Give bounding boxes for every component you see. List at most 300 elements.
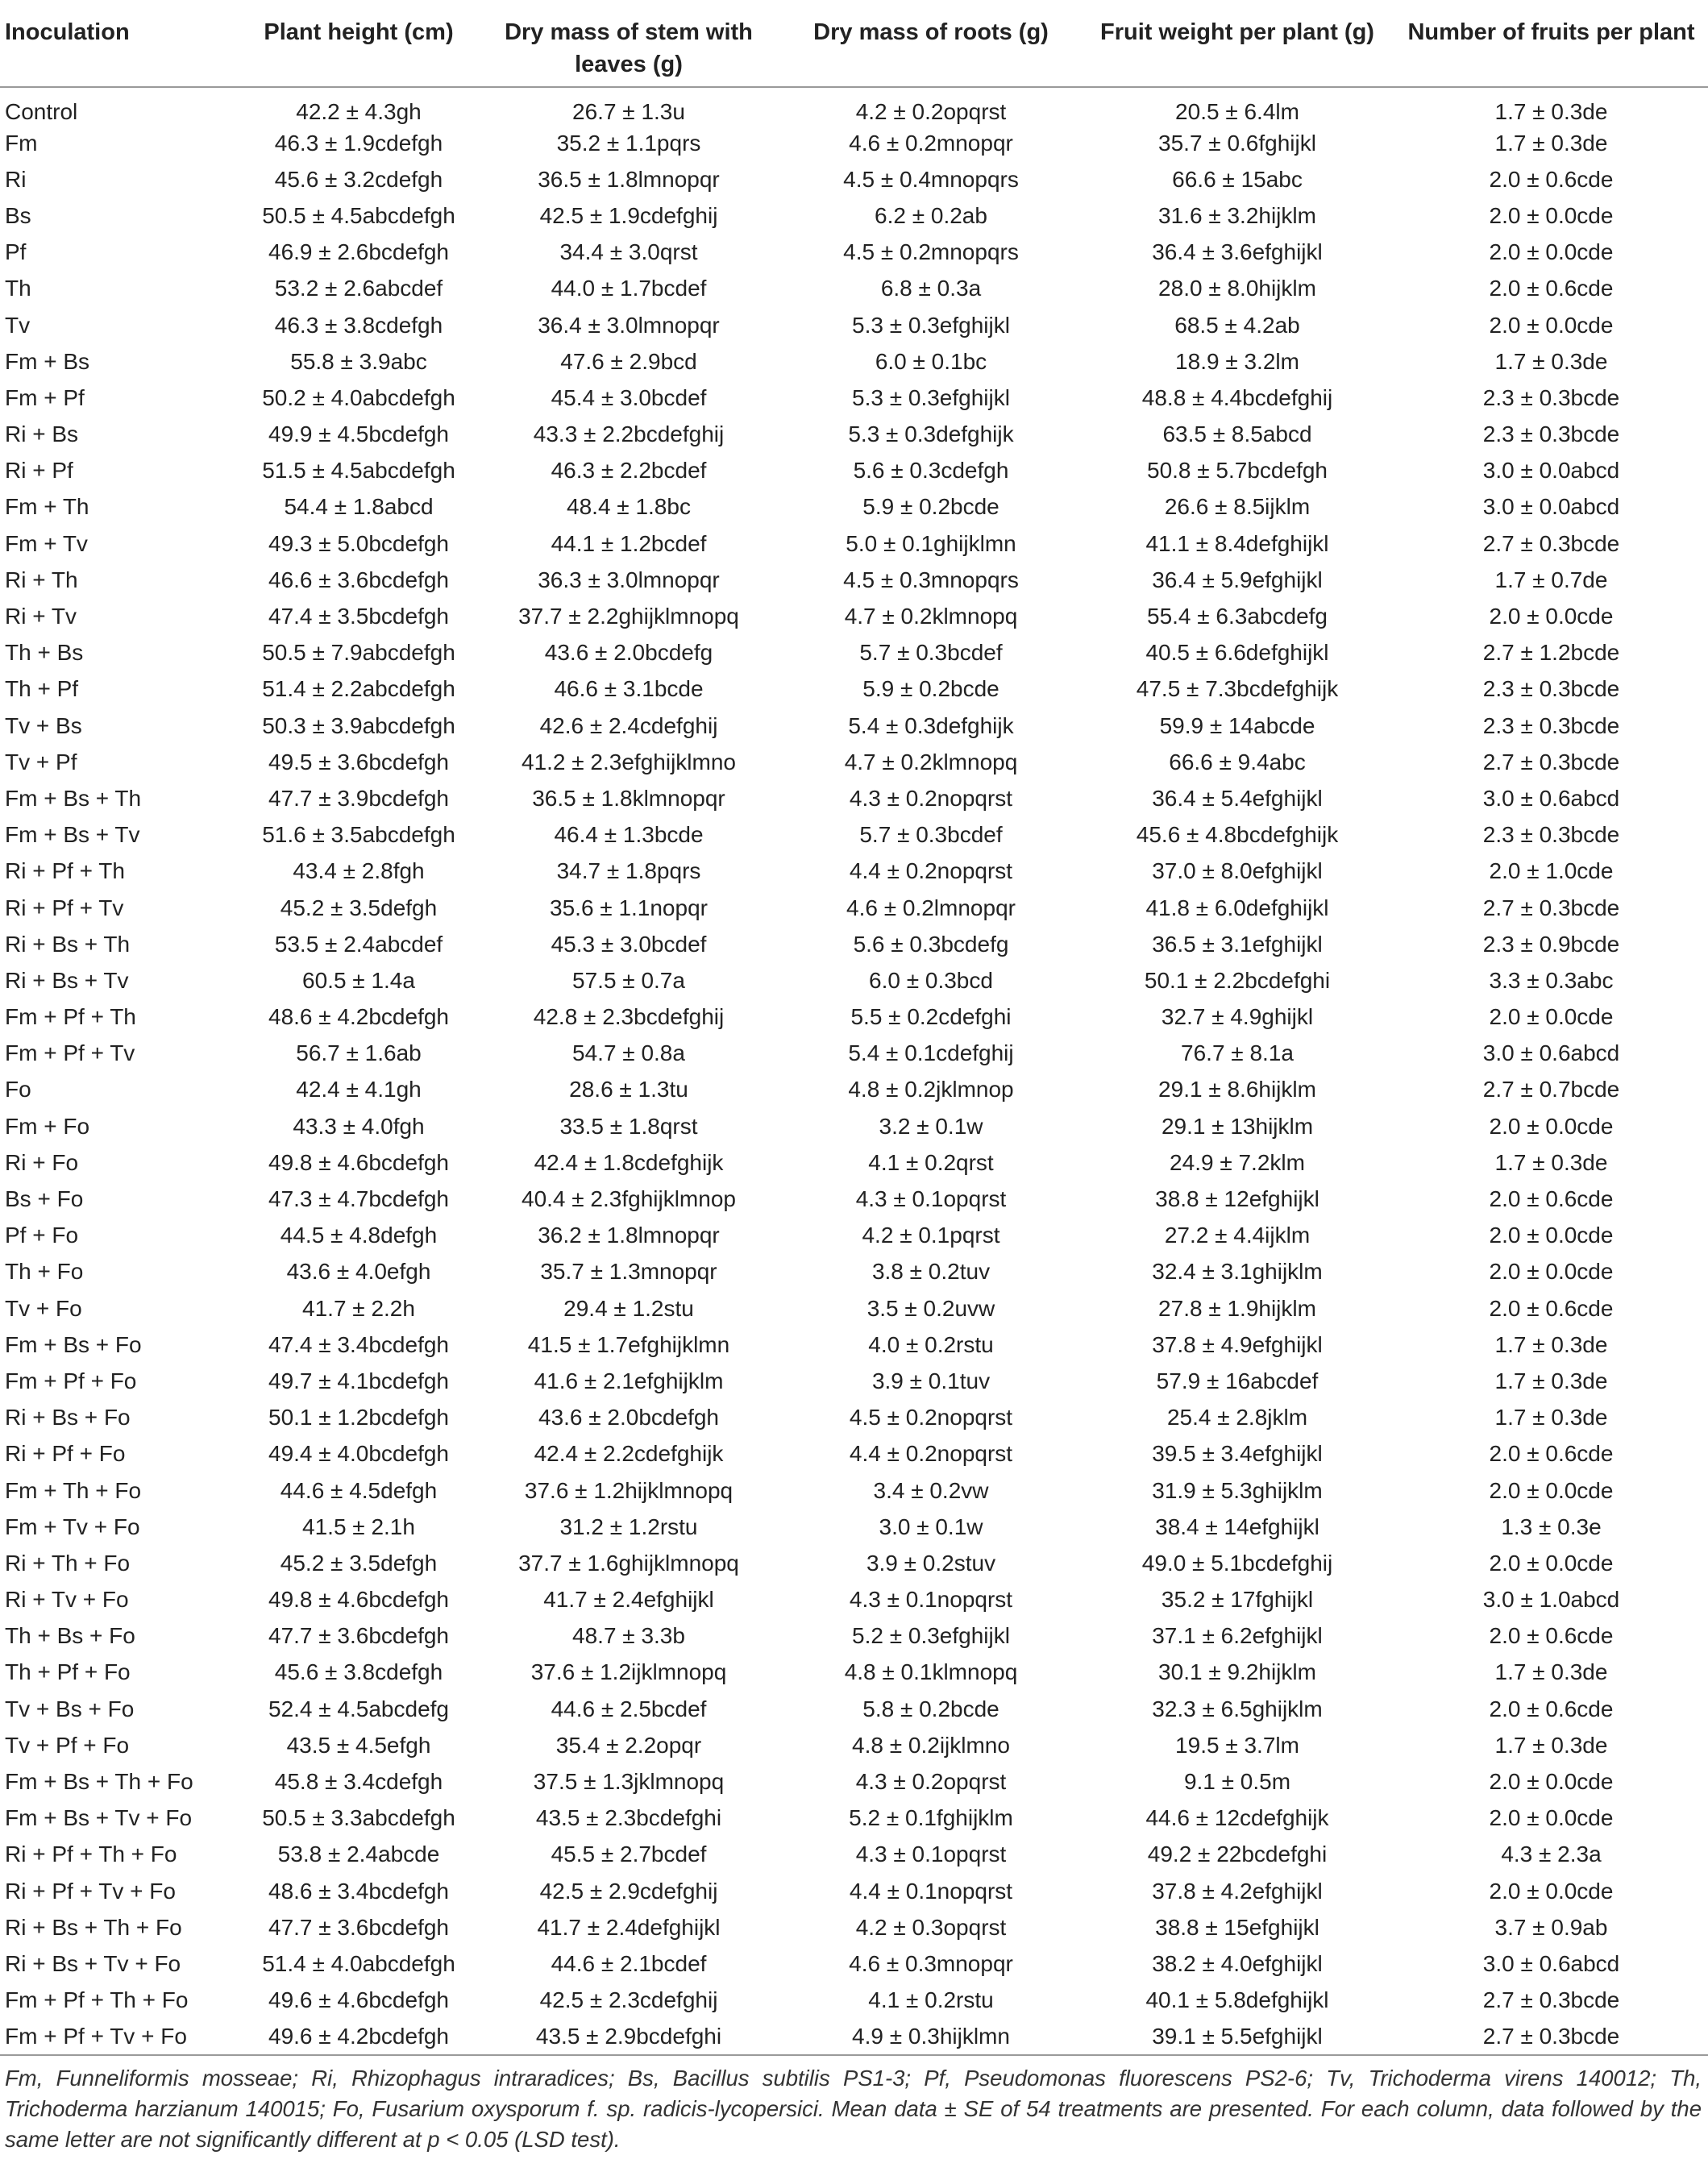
stem-dry-mass-cell: 45.4 ± 3.0bcdef <box>551 384 707 410</box>
table-row <box>0 417 1708 453</box>
plant-height-cell: 49.8 ± 4.6bcdefgh <box>268 1149 449 1175</box>
inoculation-cell: Pf + Fo <box>5 1223 79 1248</box>
table-row <box>0 125 1708 161</box>
inoculation-cell: Tv <box>5 312 31 338</box>
table-row <box>0 161 1708 197</box>
table-row <box>0 1108 1708 1144</box>
root-dry-mass-cell: 4.8 ± 0.2ijklmno <box>852 1732 1010 1758</box>
table-row <box>0 1727 1708 1763</box>
root-dry-mass-cell: 5.7 ± 0.3bcdef <box>859 822 1003 848</box>
fruit-count-cell: 3.0 ± 0.6abcd <box>1482 785 1620 811</box>
fruit-weight-cell: 37.8 ± 4.2efghijkl <box>1152 1878 1323 1904</box>
plant-height-cell: 49.4 ± 4.0bcdefgh <box>268 1441 449 1467</box>
inoculation-cell: Fm + Bs + Tv + Fo <box>5 1805 193 1831</box>
plant-height-cell: 51.4 ± 2.2abcdefgh <box>262 676 455 702</box>
fruit-weight-cell: 59.9 ± 14abcde <box>1159 712 1315 738</box>
inoculation-cell: Ri + Bs + Th + Fo <box>5 1914 182 1940</box>
fruit-count-cell: 2.7 ± 0.3bcde <box>1394 2019 1708 2055</box>
fruit-count-cell: 2.0 ± 0.0cde <box>1489 239 1614 265</box>
fruit-count-cell: 2.3 ± 0.3bcde <box>1482 712 1620 738</box>
fruit-weight-cell: 37.0 ± 8.0efghijkl <box>1152 858 1323 884</box>
inoculation-cell: Ri + Fo <box>5 1149 79 1175</box>
stem-dry-mass-cell: 46.4 ± 1.3bcde <box>554 822 704 848</box>
stem-dry-mass-cell: 43.6 ± 2.0bcdefgh <box>538 1405 719 1430</box>
table-row <box>0 744 1708 780</box>
fruit-weight-cell: 19.5 ± 3.7lm <box>1175 1732 1299 1758</box>
inoculation-cell: Pf <box>5 239 27 265</box>
fruit-count-cell: 2.0 ± 0.6cde <box>1489 1623 1614 1649</box>
fruit-weight-cell: 38.4 ± 14efghijkl <box>1155 1514 1319 1539</box>
fruit-count-cell: 2.0 ± 0.6cde <box>1489 1696 1614 1721</box>
plant-height-cell: 54.4 ± 1.8abcd <box>284 494 434 520</box>
root-dry-mass-cell: 4.1 ± 0.2qrst <box>868 1149 994 1175</box>
table-row <box>0 1254 1708 1290</box>
table-footnote: Fm, Funneliformis mosseae; Ri, Rhizophagus intraradices; Bs, Bacillus subtilis PS1-3; Pf, Pseudomonas fluorescens PS2-6; Tv, Trichoderma virens 140012; Th, Trichoderma harzianum 140015; Fo, Fusarium oxysporum f. sp. radicis-lycopersici. Mean data ± SE of 54 treatments are presented. For each column, data followed by the same letter are not significantly different at p < 0.05 (LSD test). <box>5 2066 1702 2152</box>
table-row <box>0 999 1708 1036</box>
header-row <box>0 0 1708 87</box>
plant-height-cell: 56.7 ± 1.6ab <box>296 1040 422 1066</box>
fruit-count-cell: 3.3 ± 0.3abc <box>1489 967 1614 993</box>
fruit-count-cell: 2.3 ± 0.3bcde <box>1482 676 1620 702</box>
stem-dry-mass-cell: 45.3 ± 3.0bcdef <box>551 931 707 957</box>
root-dry-mass-cell: 4.5 ± 0.2nopqrst <box>849 1405 1013 1430</box>
table-row <box>0 1472 1708 1509</box>
stem-dry-mass-cell: 48.7 ± 3.3b <box>572 1623 685 1649</box>
table-row <box>0 1545 1708 1581</box>
inoculation-cell: Ri + Bs + Tv <box>5 967 129 993</box>
fruit-weight-cell: 36.4 ± 3.6efghijkl <box>1152 239 1323 265</box>
stem-dry-mass-cell: 36.4 ± 3.0lmnopqr <box>538 312 720 338</box>
fruit-weight-cell: 55.4 ± 6.3abcdefg <box>1147 604 1328 629</box>
fruit-weight-cell: 18.9 ± 3.2lm <box>1175 348 1299 374</box>
stem-dry-mass-cell: 43.3 ± 2.2bcdefghij <box>533 421 725 447</box>
fruit-count-cell: 3.0 ± 0.0abcd <box>1482 458 1620 484</box>
stem-dry-mass-cell: 42.5 ± 2.3cdefghij <box>539 1987 718 2013</box>
plant-height-cell: 49.9 ± 4.5bcdefgh <box>268 421 449 447</box>
root-dry-mass-cell: 4.5 ± 0.2mnopqrs <box>843 239 1019 265</box>
plant-height-cell: 49.6 ± 4.6bcdefgh <box>268 1987 449 2013</box>
inoculation-cell: Ri + Pf + Th + Fo <box>5 1842 177 1867</box>
stem-dry-mass-cell: 36.2 ± 1.8lmnopqr <box>538 1223 720 1248</box>
stem-dry-mass-cell: 41.7 ± 2.4defghijkl <box>537 1914 721 1940</box>
root-dry-mass-cell: 4.8 ± 0.1klmnopq <box>844 1659 1018 1685</box>
root-dry-mass-cell: 5.5 ± 0.2cdefghi <box>850 1004 1012 1030</box>
fruit-count-cell: 3.7 ± 0.9ab <box>1494 1914 1608 1940</box>
plant-height-cell: 44.5 ± 4.8defgh <box>280 1223 438 1248</box>
fruit-weight-cell: 32.3 ± 6.5ghijklm <box>1152 1696 1323 1721</box>
fruit-weight-cell: 26.6 ± 8.5ijklm <box>1164 494 1311 520</box>
table-body <box>0 87 1708 2055</box>
plant-height-cell: 48.6 ± 4.2bcdefgh <box>268 1004 449 1030</box>
plant-height-cell: 43.6 ± 4.0efgh <box>286 1259 431 1285</box>
fruit-count-cell: 2.0 ± 0.0cde <box>1489 1550 1614 1576</box>
fruit-weight-cell: 35.7 ± 0.6fghijkl <box>1158 130 1316 156</box>
fruit-weight-cell: 63.5 ± 8.5abcd <box>1162 421 1312 447</box>
inoculation-cell: Ri + Bs + Th <box>5 931 131 957</box>
inoculation-cell: Ri + Pf + Tv <box>5 895 124 920</box>
root-dry-mass-cell: 5.9 ± 0.2bcde <box>862 494 999 520</box>
fruit-count-cell: 1.7 ± 0.3de <box>1494 1732 1608 1758</box>
fruit-weight-cell: 20.5 ± 6.4lm <box>1175 99 1299 124</box>
fruit-count-cell: 2.7 ± 0.3bcde <box>1482 895 1620 920</box>
plant-height-cell: 43.5 ± 4.5efgh <box>286 1732 431 1758</box>
fruit-weight-cell: 40.1 ± 5.8defghijkl <box>1145 1987 1329 2013</box>
stem-dry-mass-cell: 41.6 ± 2.1efghijklm <box>534 1368 724 1393</box>
table-row <box>0 780 1708 816</box>
plant-height-cell: 44.6 ± 4.5defgh <box>280 1477 438 1503</box>
table-row <box>0 853 1708 890</box>
plant-height-cell: 50.5 ± 4.5abcdefgh <box>262 202 455 228</box>
inoculation-cell: Fm + Pf + Th <box>5 1004 136 1030</box>
stem-dry-mass-cell: 54.7 ± 0.8a <box>572 1040 685 1066</box>
stem-dry-mass-cell: 42.8 ± 2.3bcdefghij <box>533 1004 725 1030</box>
table-row <box>0 87 1708 125</box>
fruit-count-cell: 1.7 ± 0.3de <box>1494 1149 1608 1175</box>
table-row <box>0 598 1708 634</box>
inoculation-cell: Fm + Pf + Th + Fo <box>5 1987 189 2013</box>
fruit-weight-cell: 24.9 ± 7.2klm <box>1170 1149 1305 1175</box>
stem-dry-mass-cell: 42.4 ± 1.8cdefghijk <box>534 1149 724 1175</box>
root-dry-mass-cell: 5.3 ± 0.3efghijkl <box>852 312 1010 338</box>
inoculation-cell: Th <box>5 276 31 301</box>
plant-height-cell: 45.2 ± 3.5defgh <box>280 1550 438 1576</box>
fruit-weight-cell: 41.1 ± 8.4defghijkl <box>1145 530 1329 556</box>
fruit-weight-cell: 28.0 ± 8.0hijklm <box>1158 276 1316 301</box>
root-dry-mass-cell: 3.8 ± 0.2tuv <box>871 1259 991 1285</box>
root-dry-mass-cell: 5.8 ± 0.2bcde <box>862 1696 999 1721</box>
table-row <box>0 1509 1708 1545</box>
fruit-count-cell: 1.7 ± 0.3de <box>1494 130 1608 156</box>
root-dry-mass-cell: 5.0 ± 0.1ghijklmn <box>846 530 1016 556</box>
stem-dry-mass-cell: 42.4 ± 2.2cdefghijk <box>534 1441 724 1467</box>
fruit-count-cell: 3.0 ± 0.6abcd <box>1482 1950 1620 1976</box>
fruit-weight-cell: 50.8 ± 5.7bcdefgh <box>1147 458 1328 484</box>
stem-dry-mass-cell: 31.2 ± 1.2rstu <box>559 1514 698 1539</box>
fruit-weight-cell: 36.4 ± 5.4efghijkl <box>1152 785 1323 811</box>
inoculation-cell: Th + Bs + Fo <box>5 1623 135 1649</box>
plant-height-cell: 43.4 ± 2.8fgh <box>293 858 425 884</box>
plant-height-cell: 42.4 ± 4.1gh <box>296 1077 422 1102</box>
stem-dry-mass-cell: 34.4 ± 3.0qrst <box>559 239 698 265</box>
table-row <box>0 2019 1708 2055</box>
root-dry-mass-cell: 5.6 ± 0.3bcdefg <box>853 931 1009 957</box>
fruit-weight-cell: 49.2 ± 22bcdefghi <box>1147 1842 1328 1867</box>
stem-dry-mass-cell: 46.6 ± 3.1bcde <box>554 676 704 702</box>
table-row <box>0 671 1708 708</box>
header-dry-mass-stem: Dry mass of stem with leaves (g) <box>476 0 782 87</box>
plant-height-cell: 43.3 ± 4.0fgh <box>293 1113 425 1139</box>
inoculation-cell: Control <box>5 99 78 124</box>
plant-height-cell: 41.7 ± 2.2h <box>302 1295 415 1321</box>
table-row <box>0 1363 1708 1399</box>
plant-height-cell: 53.8 ± 2.4abcde <box>277 1842 440 1867</box>
inoculation-cell: Fm + Bs + Th + Fo <box>5 1769 193 1795</box>
root-dry-mass-cell: 3.9 ± 0.2stuv <box>866 1550 996 1576</box>
table-header <box>0 0 1708 87</box>
stem-dry-mass-cell: 57.5 ± 0.7a <box>572 967 685 993</box>
fruit-weight-cell: 36.5 ± 3.1efghijkl <box>1152 931 1323 957</box>
plant-height-cell: 41.5 ± 2.1h <box>302 1514 415 1539</box>
fruit-count-cell: 3.0 ± 0.6abcd <box>1482 1040 1620 1066</box>
table-row <box>0 489 1708 525</box>
plant-height-cell: 50.5 ± 7.9abcdefgh <box>262 640 455 666</box>
stem-dry-mass-cell: 44.0 ± 1.7bcdef <box>551 276 707 301</box>
fruit-count-cell: 2.0 ± 1.0cde <box>1489 858 1614 884</box>
fruit-count-cell: 2.0 ± 0.0cde <box>1489 1769 1614 1795</box>
fruit-weight-cell: 29.1 ± 13hijklm <box>1161 1113 1314 1139</box>
plant-height-cell: 49.5 ± 3.6bcdefgh <box>268 749 449 774</box>
fruit-count-cell: 1.7 ± 0.3de <box>1494 1659 1608 1685</box>
stem-dry-mass-cell: 34.7 ± 1.8pqrs <box>556 858 701 884</box>
plant-height-cell: 49.8 ± 4.6bcdefgh <box>268 1587 449 1613</box>
stem-dry-mass-cell: 36.5 ± 1.8lmnopqr <box>538 166 720 192</box>
root-dry-mass-cell: 3.2 ± 0.1w <box>879 1113 983 1139</box>
root-dry-mass-cell: 4.1 ± 0.2rstu <box>868 1987 994 2013</box>
plant-height-cell: 46.3 ± 1.9cdefgh <box>274 130 443 156</box>
root-dry-mass-cell: 4.9 ± 0.3hijklmn <box>782 2019 1080 2055</box>
fruit-count-cell: 1.7 ± 0.7de <box>1494 567 1608 592</box>
header-fruit-weight: Fruit weight per plant (g) <box>1080 0 1394 87</box>
plant-height-cell: 47.3 ± 4.7bcdefgh <box>268 1186 449 1212</box>
fruit-weight-cell: 31.6 ± 3.2hijklm <box>1158 202 1316 228</box>
inoculation-cell: Fm + Pf + Fo <box>5 1368 137 1393</box>
stem-dry-mass-cell: 35.6 ± 1.1nopqr <box>550 895 708 920</box>
root-dry-mass-cell: 4.3 ± 0.1opqrst <box>855 1842 1007 1867</box>
table-row <box>0 926 1708 962</box>
table-row <box>0 307 1708 343</box>
inoculation-cell: Fm + Th + Fo <box>5 1477 142 1503</box>
plant-height-cell: 49.6 ± 4.2bcdefgh <box>242 2019 476 2055</box>
table-row <box>0 453 1708 489</box>
fruit-weight-cell: 57.9 ± 16abcdef <box>1156 1368 1319 1393</box>
stem-dry-mass-cell: 42.6 ± 2.4cdefghij <box>539 712 718 738</box>
stem-dry-mass-cell: 43.5 ± 2.9bcdefghi <box>476 2019 782 2055</box>
root-dry-mass-cell: 3.0 ± 0.1w <box>879 1514 983 1539</box>
inoculation-cell: Bs + Fo <box>5 1186 84 1212</box>
table-row <box>0 1873 1708 1909</box>
fruit-weight-cell: 27.2 ± 4.4ijklm <box>1164 1223 1311 1248</box>
table-row <box>0 1618 1708 1655</box>
stem-dry-mass-cell: 40.4 ± 2.3fghijklmnop <box>522 1186 736 1212</box>
header-inoculation: Inoculation <box>0 0 242 87</box>
fruit-weight-cell: 37.1 ± 6.2efghijkl <box>1152 1623 1323 1649</box>
fruit-count-cell: 2.0 ± 0.0cde <box>1489 1223 1614 1248</box>
stem-dry-mass-cell: 46.3 ± 2.2bcdef <box>551 458 707 484</box>
fruit-count-cell: 2.0 ± 0.6cde <box>1489 1441 1614 1467</box>
stem-dry-mass-cell: 41.2 ± 2.3efghijklmno <box>522 749 736 774</box>
table-row <box>0 1036 1708 1072</box>
inoculation-cell: Tv + Fo <box>5 1295 82 1321</box>
plant-height-cell: 51.5 ± 4.5abcdefgh <box>262 458 455 484</box>
inoculation-cell: Tv + Pf <box>5 749 77 774</box>
plant-height-cell: 45.6 ± 3.2cdefgh <box>274 166 443 192</box>
root-dry-mass-cell: 4.4 ± 0.1nopqrst <box>849 1878 1013 1904</box>
inoculation-cell: Tv + Pf + Fo <box>5 1732 130 1758</box>
root-dry-mass-cell: 4.6 ± 0.2mnopqr <box>849 130 1013 156</box>
inoculation-cell: Ri + Pf + Tv + Fo <box>5 1878 176 1904</box>
fruit-count-cell: 2.0 ± 0.0cde <box>1489 1113 1614 1139</box>
inoculation-cell: Ri + Bs + Tv + Fo <box>5 1950 181 1976</box>
root-dry-mass-cell: 5.2 ± 0.3efghijkl <box>852 1623 1010 1649</box>
root-dry-mass-cell: 5.3 ± 0.3defghijk <box>848 421 1014 447</box>
fruit-weight-cell: 38.2 ± 4.0efghijkl <box>1152 1950 1323 1976</box>
table-row <box>0 525 1708 562</box>
plant-height-cell: 45.6 ± 3.8cdefgh <box>274 1659 443 1685</box>
fruit-weight-cell: 39.1 ± 5.5efghijkl <box>1080 2019 1394 2055</box>
stem-dry-mass-cell: 43.6 ± 2.0bcdefg <box>544 640 713 666</box>
fruit-count-cell: 3.0 ± 0.0abcd <box>1482 494 1620 520</box>
fruit-count-cell: 2.3 ± 0.3bcde <box>1482 384 1620 410</box>
header-dry-mass-roots: Dry mass of roots (g) <box>782 0 1080 87</box>
fruit-weight-cell: 44.6 ± 12cdefghijk <box>1145 1805 1329 1831</box>
plant-height-cell: 46.3 ± 3.8cdefgh <box>274 312 443 338</box>
inoculation-cell: Fm + Tv + Fo <box>5 1514 140 1539</box>
fruit-count-cell: 1.7 ± 0.3de <box>1494 1331 1608 1357</box>
plant-height-cell: 50.3 ± 3.9abcdefgh <box>262 712 455 738</box>
table-row <box>0 271 1708 307</box>
table-row <box>0 1945 1708 1982</box>
stem-dry-mass-cell: 43.5 ± 2.3bcdefghi <box>535 1805 722 1831</box>
fruit-weight-cell: 45.6 ± 4.8bcdefghijk <box>1136 822 1339 848</box>
plant-height-cell: 47.7 ± 3.9bcdefgh <box>268 785 449 811</box>
stem-dry-mass-cell: 47.6 ± 2.9bcd <box>560 348 697 374</box>
stem-dry-mass-cell: 35.2 ± 1.1pqrs <box>556 130 701 156</box>
plant-height-cell: 47.4 ± 3.5bcdefgh <box>268 604 449 629</box>
fruit-count-cell: 2.0 ± 0.0cde <box>1489 1805 1614 1831</box>
fruit-count-cell: 3.0 ± 1.0abcd <box>1482 1587 1620 1613</box>
fruit-weight-cell: 27.8 ± 1.9hijklm <box>1158 1295 1316 1321</box>
table-row <box>0 1400 1708 1436</box>
fruit-count-cell: 2.7 ± 0.7bcde <box>1482 1077 1620 1102</box>
table-row <box>0 708 1708 744</box>
root-dry-mass-cell: 4.2 ± 0.1pqrst <box>862 1223 1000 1248</box>
plant-height-cell: 47.7 ± 3.6bcdefgh <box>268 1914 449 1940</box>
stem-dry-mass-cell: 37.6 ± 1.2hijklmnopq <box>524 1477 733 1503</box>
plant-height-cell: 45.2 ± 3.5defgh <box>280 895 438 920</box>
inoculation-cell: Fm <box>5 130 38 156</box>
table-row <box>0 1691 1708 1727</box>
stem-dry-mass-cell: 35.7 ± 1.3mnopqr <box>540 1259 717 1285</box>
fruit-count-cell: 2.0 ± 0.0cde <box>1489 1004 1614 1030</box>
fruit-weight-cell: 47.5 ± 7.3bcdefghijk <box>1136 676 1339 702</box>
table-row <box>0 1983 1708 2019</box>
inoculation-cell: Fm + Bs + Th <box>5 785 142 811</box>
table-row <box>0 562 1708 598</box>
table-row <box>0 1436 1708 1472</box>
stem-dry-mass-cell: 37.7 ± 1.6ghijklmnopq <box>518 1550 739 1576</box>
inoculation-cell: Fm + Pf + Tv <box>5 1040 135 1066</box>
fruit-count-cell: 2.0 ± 0.6cde <box>1489 166 1614 192</box>
stem-dry-mass-cell: 28.6 ± 1.3tu <box>569 1077 688 1102</box>
inoculation-cell: Fm + Bs + Tv <box>5 822 140 848</box>
root-dry-mass-cell: 4.6 ± 0.3mnopqr <box>849 1950 1013 1976</box>
stem-dry-mass-cell: 44.6 ± 2.1bcdef <box>551 1950 707 1976</box>
inoculation-cell: Ri + Bs <box>5 421 79 447</box>
inoculation-cell: Th + Bs <box>5 640 84 666</box>
root-dry-mass-cell: 6.0 ± 0.3bcd <box>869 967 993 993</box>
plant-height-cell: 52.4 ± 4.5abcdefg <box>268 1696 449 1721</box>
stem-dry-mass-cell: 36.3 ± 3.0lmnopqr <box>538 567 720 592</box>
fruit-weight-cell: 32.7 ± 4.9ghijkl <box>1161 1004 1314 1030</box>
table-row <box>0 817 1708 853</box>
inoculation-cell: Fo <box>5 1077 31 1102</box>
plant-height-cell: 48.6 ± 3.4bcdefgh <box>268 1878 449 1904</box>
fruit-count-cell: 2.3 ± 0.9bcde <box>1482 931 1620 957</box>
table-row <box>0 1144 1708 1181</box>
root-dry-mass-cell: 3.4 ± 0.2vw <box>873 1477 989 1503</box>
inoculation-cell: Ri + Bs + Fo <box>5 1405 131 1430</box>
header-plant-height: Plant height (cm) <box>242 0 476 87</box>
fruit-count-cell: 1.7 ± 0.3de <box>1494 99 1608 124</box>
inoculation-cell: Bs <box>5 202 31 228</box>
inoculation-cell: Ri + Pf + Th <box>5 858 125 884</box>
root-dry-mass-cell: 4.4 ± 0.2nopqrst <box>849 858 1013 884</box>
inoculation-cell: Th + Fo <box>5 1259 84 1285</box>
stem-dry-mass-cell: 44.1 ± 1.2bcdef <box>551 530 707 556</box>
inoculation-cell: Fm + Bs <box>5 348 90 374</box>
plant-height-cell: 50.5 ± 3.3abcdefgh <box>262 1805 455 1831</box>
root-dry-mass-cell: 5.4 ± 0.3defghijk <box>848 712 1014 738</box>
plant-height-cell: 49.3 ± 5.0bcdefgh <box>268 530 449 556</box>
stem-dry-mass-cell: 26.7 ± 1.3u <box>572 99 685 124</box>
stem-dry-mass-cell: 36.5 ± 1.8klmnopqr <box>532 785 725 811</box>
fruit-weight-cell: 76.7 ± 8.1a <box>1181 1040 1294 1066</box>
root-dry-mass-cell: 4.3 ± 0.1opqrst <box>855 1186 1007 1212</box>
plant-height-cell: 46.6 ± 3.6bcdefgh <box>268 567 449 592</box>
stem-dry-mass-cell: 35.4 ± 2.2opqr <box>555 1732 702 1758</box>
fruit-count-cell: 1.3 ± 0.3e <box>1501 1514 1602 1539</box>
table-row <box>0 1800 1708 1837</box>
table-row <box>0 1837 1708 1873</box>
root-dry-mass-cell: 6.0 ± 0.1bc <box>875 348 987 374</box>
fruit-count-cell: 2.0 ± 0.0cde <box>1489 1878 1614 1904</box>
stem-dry-mass-cell: 42.5 ± 2.9cdefghij <box>539 1878 718 1904</box>
root-dry-mass-cell: 3.5 ± 0.2uvw <box>866 1295 995 1321</box>
root-dry-mass-cell: 4.8 ± 0.2jklmnop <box>848 1077 1014 1102</box>
root-dry-mass-cell: 4.0 ± 0.2rstu <box>868 1331 994 1357</box>
root-dry-mass-cell: 4.4 ± 0.2nopqrst <box>849 1441 1013 1467</box>
inoculation-cell: Ri + Pf <box>5 458 73 484</box>
stem-dry-mass-cell: 44.6 ± 2.5bcdef <box>551 1696 707 1721</box>
plant-height-cell: 55.8 ± 3.9abc <box>290 348 427 374</box>
inoculation-cell: Ri + Th + Fo <box>5 1550 131 1576</box>
root-dry-mass-cell: 3.9 ± 0.1tuv <box>871 1368 991 1393</box>
stem-dry-mass-cell: 33.5 ± 1.8qrst <box>559 1113 698 1139</box>
root-dry-mass-cell: 5.4 ± 0.1cdefghij <box>848 1040 1014 1066</box>
table-row <box>0 635 1708 671</box>
table-row <box>0 962 1708 999</box>
stem-dry-mass-cell: 37.6 ± 1.2ijklmnopq <box>530 1659 727 1685</box>
plant-height-cell: 50.2 ± 4.0abcdefgh <box>262 384 455 410</box>
root-dry-mass-cell: 5.3 ± 0.3efghijkl <box>852 384 1010 410</box>
root-dry-mass-cell: 5.6 ± 0.3cdefgh <box>853 458 1009 484</box>
header-number-of-fruits: Number of fruits per plant <box>1394 0 1708 87</box>
fruit-weight-cell: 32.4 ± 3.1ghijklm <box>1152 1259 1323 1285</box>
table-row <box>0 1655 1708 1691</box>
fruit-weight-cell: 39.5 ± 3.4efghijkl <box>1152 1441 1323 1467</box>
root-dry-mass-cell: 5.7 ± 0.3bcdef <box>859 640 1003 666</box>
fruit-count-cell: 2.7 ± 0.3bcde <box>1482 1987 1620 2013</box>
root-dry-mass-cell: 6.2 ± 0.2ab <box>875 202 987 228</box>
plant-height-cell: 46.9 ± 2.6bcdefgh <box>268 239 449 265</box>
fruit-weight-cell: 25.4 ± 2.8jklm <box>1166 1405 1308 1430</box>
fruit-count-cell: 2.0 ± 0.0cde <box>1489 202 1614 228</box>
fruit-count-cell: 2.0 ± 0.6cde <box>1489 1295 1614 1321</box>
table-row <box>0 1072 1708 1108</box>
table-row <box>0 1582 1708 1618</box>
fruit-count-cell: 2.0 ± 0.0cde <box>1489 312 1614 338</box>
plant-height-cell: 60.5 ± 1.4a <box>302 967 415 993</box>
